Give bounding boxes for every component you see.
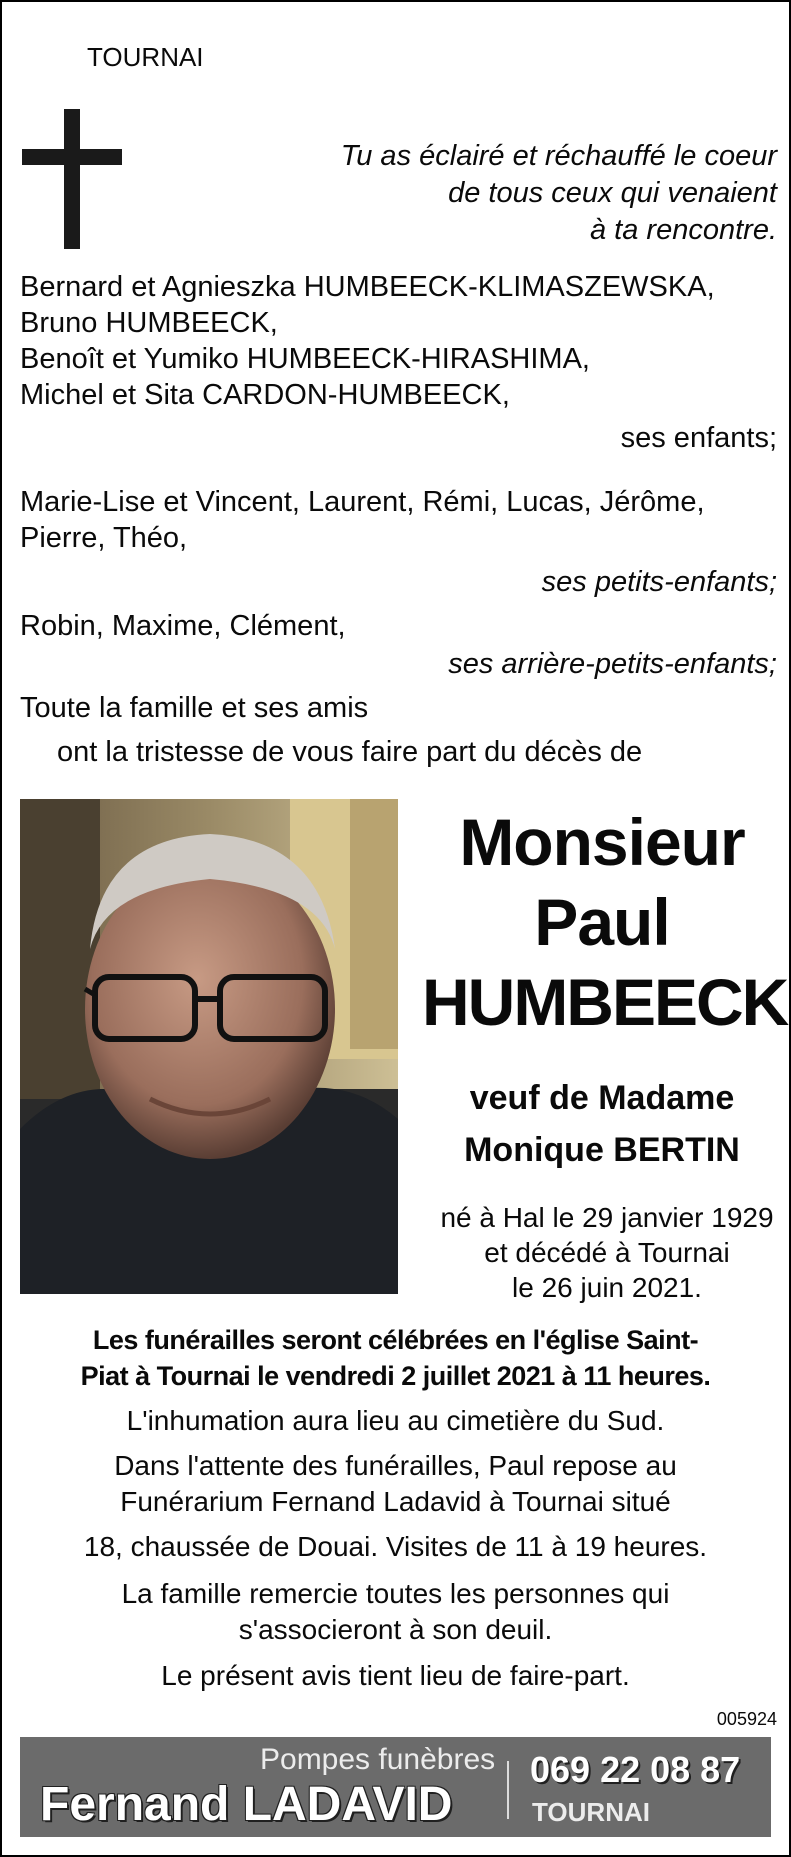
rest-info: Funérarium Fernand Ladavid à Tournai situé bbox=[120, 1486, 671, 1517]
spouse-name: Monique BERTIN bbox=[464, 1131, 740, 1169]
thanks-line: s'associeront à son deuil. bbox=[238, 1614, 553, 1645]
grandchildren-label: ses petits-enfants; bbox=[541, 566, 777, 598]
funeral-home-city: TOURNAI bbox=[532, 1797, 650, 1827]
thanks-line: La famille remercie toutes les personnes qui bbox=[121, 1578, 670, 1609]
cross-icon bbox=[22, 109, 122, 249]
widower-line: veuf de Madame bbox=[469, 1079, 735, 1117]
burial-info: L'inhumation aura lieu au cimetière du Sud. bbox=[126, 1405, 665, 1436]
all-family-line: Toute la famille et ses amis bbox=[20, 692, 369, 724]
death-info: et décédé à Tournai bbox=[484, 1237, 730, 1268]
great-grandchildren-line: Robin, Maxime, Clément, bbox=[20, 610, 346, 642]
family-child: Bruno HUMBEECK, bbox=[20, 307, 278, 339]
funeral-home-subtitle: Pompes funèbres bbox=[260, 1743, 496, 1776]
deceased-portrait bbox=[20, 799, 398, 1294]
family-child: Michel et Sita CARDON-HUMBEECK, bbox=[20, 379, 510, 411]
visit-info: 18, chaussée de Douai. Visites de 11 à 19 heures. bbox=[83, 1531, 708, 1562]
notice-line: Le présent avis tient lieu de faire-part. bbox=[161, 1660, 630, 1691]
city-heading: TOURNAI bbox=[87, 42, 204, 72]
birth-info: né à Hal le 29 janvier 1929 bbox=[440, 1202, 774, 1233]
quote-line: à ta rencontre. bbox=[590, 214, 777, 246]
announcement-line: ont la tristesse de vous faire part du décès de bbox=[57, 736, 643, 768]
great-grandchildren-label: ses arrière-petits-enfants; bbox=[448, 648, 777, 680]
reference-number: 005924 bbox=[716, 1709, 777, 1729]
funeral-home-phone[interactable]: 069 22 08 87 bbox=[530, 1749, 741, 1790]
ceremony-line: Les funérailles seront célébrées en l'église Saint- bbox=[92, 1325, 699, 1355]
grandchildren-line: Marie-Lise et Vincent, Laurent, Rémi, Lucas, Jérôme, bbox=[20, 486, 705, 518]
deceased-last-name: HUMBEECK bbox=[422, 965, 788, 1039]
deceased-title: Monsieur bbox=[459, 805, 745, 879]
banner-divider bbox=[507, 1761, 509, 1819]
ceremony-line: Piat à Tournai le vendredi 2 juillet 2021 à 11 heures. bbox=[80, 1361, 711, 1391]
deceased-first-name: Paul bbox=[534, 885, 670, 959]
quote-line: de tous ceux qui venaient bbox=[448, 177, 777, 209]
rest-info: Dans l'attente des funérailles, Paul repose au bbox=[114, 1450, 677, 1481]
funeral-home-name: Fernand LADAVID bbox=[40, 1778, 453, 1831]
family-child: Benoît et Yumiko HUMBEECK-HIRASHIMA, bbox=[20, 343, 590, 375]
quote-line: Tu as éclairé et réchauffé le coeur bbox=[340, 140, 777, 172]
grandchildren-line: Pierre, Théo, bbox=[20, 522, 188, 554]
funeral-home-banner bbox=[20, 1737, 771, 1837]
family-child: Bernard et Agnieszka HUMBEECK-KLIMASZEWSKA, bbox=[20, 271, 715, 303]
memorial-quote bbox=[217, 138, 777, 249]
children-label: ses enfants; bbox=[620, 422, 777, 454]
portrait-image bbox=[20, 799, 398, 1294]
death-date: le 26 juin 2021. bbox=[512, 1272, 702, 1303]
